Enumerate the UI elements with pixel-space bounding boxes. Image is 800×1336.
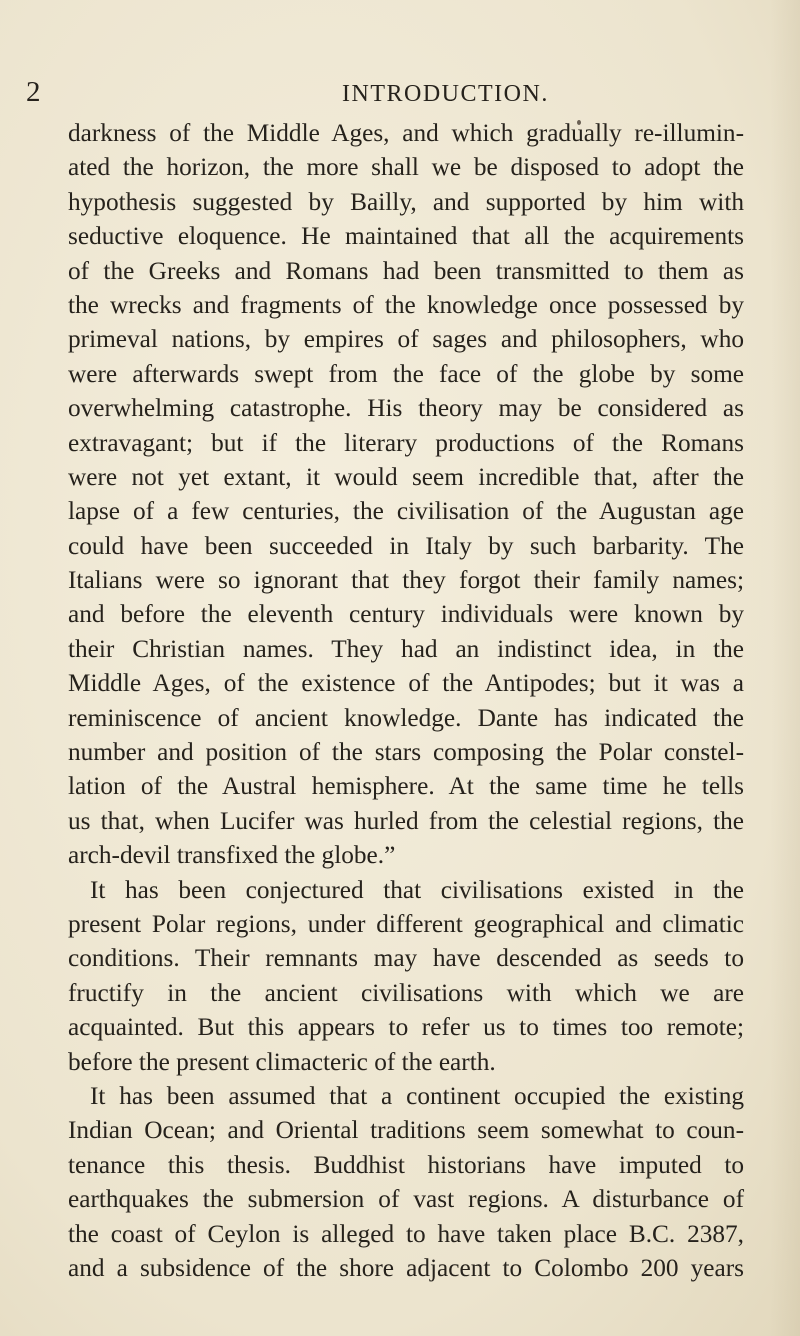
page-number: 2 xyxy=(26,76,41,108)
paragraph xyxy=(68,873,744,1079)
text-line: tenance this thesis. Buddhist historians have imputed to xyxy=(68,1150,744,1179)
text-line: the coast of Ceylon is alleged to have taken place B.C. 2387, xyxy=(68,1219,744,1248)
text-line: acquainted. But this appears to refer us to times too remote; xyxy=(68,1013,744,1042)
text-line: It has been conjectured that civilisations existed in the xyxy=(90,875,744,904)
text-line: were afterwards swept from the face of the globe by some xyxy=(68,359,744,388)
text-line: and a subsidence of the shore adjacent to Colombo 200 years xyxy=(68,1253,744,1282)
text-line: earthquakes the submersion of vast regions. A disturbance of xyxy=(68,1185,744,1214)
text-line: lapse of a few centuries, the civilisation of the Augustan age xyxy=(68,497,744,526)
text-line: seductive eloquence. He maintained that all the acquirements xyxy=(68,222,744,251)
paragraph xyxy=(68,1079,744,1285)
text-line: their Christian names. They had an indistinct idea, in the xyxy=(68,634,744,663)
text-line: It has been assumed that a continent occupied the existing xyxy=(90,1081,744,1110)
running-head: INTRODUCTION. xyxy=(342,81,549,107)
text-line: conditions. Their remnants may have descended as seeds to xyxy=(68,944,744,973)
text-line: darkness of the Middle Ages, and which gradually re-illumin- xyxy=(68,119,744,147)
text-line: primeval nations, by empires of sages and philosophers, who xyxy=(68,325,744,354)
text-line: overwhelming catastrophe. His theory may be considered as xyxy=(68,394,744,423)
page-edge-shadow xyxy=(770,0,800,1336)
text-line: Indian Ocean; and Oriental traditions seem somewhat to coun- xyxy=(68,1116,744,1145)
text-line: hypothesis suggested by Bailly, and supported by him with xyxy=(68,187,744,216)
paragraph xyxy=(68,116,744,873)
text-line: arch-devil transfixed the globe.” xyxy=(68,841,396,870)
text-line: fructify in the ancient civilisations with which we are xyxy=(68,978,744,1007)
text-line: number and position of the stars composing the Polar constel- xyxy=(68,738,744,767)
text-line: Middle Ages, of the existence of the Antipodes; but it was a xyxy=(68,669,744,698)
text-line: of the Greeks and Romans had been transmitted to them as xyxy=(68,256,744,285)
text-line: us that, when Lucifer was hurled from the celestial regions, the xyxy=(68,806,744,835)
text-line: Italians were so ignorant that they forgot their family names; xyxy=(68,566,744,595)
text-line: lation of the Austral hemisphere. At the same time he tells xyxy=(68,772,744,801)
text-line: extravagant; but if the literary productions of the Romans xyxy=(68,428,744,457)
body-text xyxy=(68,116,744,1285)
text-line: the wrecks and fragments of the knowledge once possessed by xyxy=(68,290,744,319)
text-line: could have been succeeded in Italy by such barbarity. The xyxy=(68,531,744,560)
text-line: were not yet extant, it would seem incredible that, after the xyxy=(68,462,744,491)
text-line: before the present climacteric of the earth. xyxy=(68,1047,496,1076)
text-line: ated the horizon, the more shall we be disposed to adopt the xyxy=(68,153,744,182)
page-header xyxy=(0,76,800,112)
text-line: and before the eleventh century individuals were known by xyxy=(68,600,744,629)
text-line: reminiscence of ancient knowledge. Dante has indicated the xyxy=(68,703,744,732)
text-line: present Polar regions, under different geographical and climatic xyxy=(68,909,744,938)
